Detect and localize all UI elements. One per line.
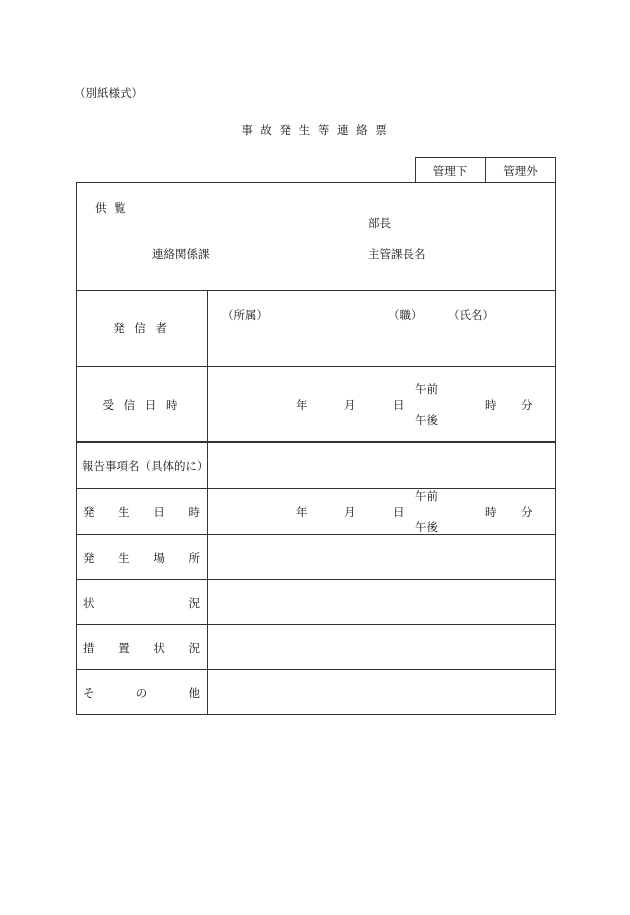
occurred-label-char: 発: [83, 505, 95, 519]
received-minute-unit: 分: [521, 398, 533, 412]
received-month-unit: 月: [344, 398, 356, 412]
management-under[interactable]: 管理下: [432, 164, 468, 178]
occurred-am-option[interactable]: 午前: [415, 489, 438, 503]
received-label: 受 信 日 時: [102, 398, 181, 412]
occurred-label: [83, 504, 200, 520]
place-label-char: 場: [153, 551, 165, 565]
form-title: 事 故 発 生 等 連 絡 票: [241, 123, 389, 137]
sender-input-area[interactable]: [208, 330, 555, 364]
measures-label-char: 状: [153, 641, 165, 655]
place-label-char: 生: [118, 551, 130, 565]
occurred-minute-unit: 分: [521, 505, 533, 519]
received-pm-option[interactable]: 午後: [415, 413, 438, 427]
situation-label-char: 状: [83, 596, 95, 610]
received-year-unit: 年: [296, 398, 308, 412]
received-am-option[interactable]: 午前: [415, 382, 438, 396]
occurred-label-char: 生: [118, 505, 130, 519]
occurred-label-char: 日: [153, 505, 165, 519]
sender-name-label: （氏名）: [448, 308, 494, 322]
other-label-char: 他: [188, 686, 200, 700]
situation-input[interactable]: [208, 581, 555, 623]
measures-label-char: 置: [118, 641, 130, 655]
other-label-char: そ: [83, 686, 95, 700]
occurred-pm-option[interactable]: 午後: [415, 520, 438, 534]
measures-label-char: 措: [83, 641, 95, 655]
received-hour-unit: 時: [485, 398, 497, 412]
other-input[interactable]: [208, 671, 555, 713]
row-divider: [76, 534, 556, 535]
chief-names-label: 主管課長名: [368, 247, 426, 261]
other-label-char: の: [135, 686, 148, 700]
row-divider: [76, 579, 556, 580]
sender-position-label: （職）: [388, 308, 423, 322]
row-divider: [76, 624, 556, 625]
row-divider: [76, 488, 556, 489]
place-label-char: 所: [188, 551, 200, 565]
occurred-month-unit: 月: [344, 505, 356, 519]
row-divider: [76, 366, 556, 367]
department-head-label: 部長: [368, 216, 391, 230]
other-label: [83, 685, 200, 701]
situation-label: [83, 595, 200, 611]
place-label: [83, 550, 200, 566]
form-label: （別紙様式）: [74, 86, 143, 100]
sender-affiliation-label: （所属）: [222, 308, 268, 322]
measures-input[interactable]: [208, 626, 555, 668]
report-item-input[interactable]: [208, 445, 555, 487]
related-section-label: 連絡関係課: [152, 247, 210, 261]
section-divider: [76, 441, 556, 443]
occurred-day-unit: 日: [393, 505, 405, 519]
management-outside[interactable]: 管理外: [503, 164, 538, 178]
sender-label: 発 信 者: [113, 321, 170, 335]
measures-label: [83, 640, 200, 656]
place-input[interactable]: [208, 536, 555, 578]
measures-label-char: 況: [188, 641, 200, 655]
review-label: 供 覧: [95, 201, 128, 215]
situation-label-char: 況: [188, 596, 200, 610]
occurred-year-unit: 年: [296, 505, 308, 519]
occurred-label-char: 時: [188, 505, 200, 519]
place-label-char: 発: [83, 551, 95, 565]
occurred-hour-unit: 時: [485, 505, 497, 519]
report-item-label: 報告事項名（具体的に）: [82, 459, 209, 473]
row-divider: [76, 290, 556, 291]
row-divider: [76, 669, 556, 670]
received-day-unit: 日: [393, 398, 405, 412]
